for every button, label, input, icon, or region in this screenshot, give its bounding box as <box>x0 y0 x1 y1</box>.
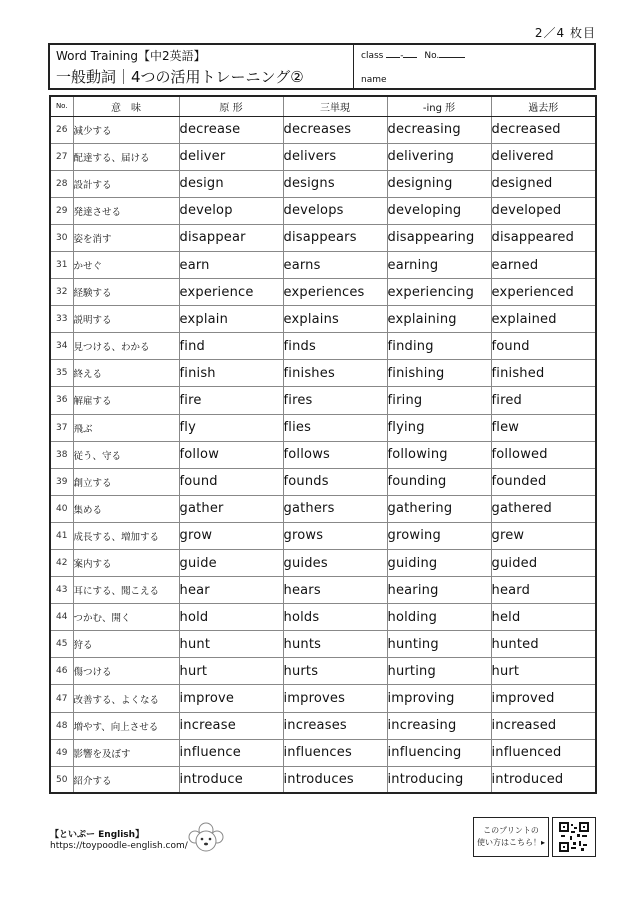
row-third-person: introduces <box>283 766 387 793</box>
table-header-row <box>50 96 596 116</box>
row-base-form: found <box>179 468 283 495</box>
title-box <box>50 45 354 88</box>
brand-name: 【といぷー English】 <box>50 830 145 840</box>
table-row <box>50 739 596 766</box>
row-ing-form: founding <box>387 468 491 495</box>
row-meaning: 案内する <box>73 550 179 577</box>
table-row <box>50 550 596 577</box>
no-label: No. <box>424 51 440 61</box>
row-meaning: 影響を及ぼす <box>73 739 179 766</box>
row-base-form: fly <box>179 414 283 441</box>
header-base: 原 形 <box>179 96 283 116</box>
row-third-person: delivers <box>283 143 387 170</box>
row-number: 35 <box>50 360 73 387</box>
row-ing-form: developing <box>387 197 491 224</box>
row-ing-form: following <box>387 441 491 468</box>
name-label: name <box>361 75 387 85</box>
row-past-form: earned <box>491 251 596 278</box>
row-meaning: 改善する、よくなる <box>73 685 179 712</box>
class-blank-2 <box>403 48 417 58</box>
row-meaning: 終える <box>73 360 179 387</box>
row-third-person: increases <box>283 712 387 739</box>
table-row <box>50 143 596 170</box>
row-third-person: hurts <box>283 658 387 685</box>
table-row <box>50 279 596 306</box>
row-ing-form: guiding <box>387 550 491 577</box>
row-base-form: guide <box>179 550 283 577</box>
row-base-form: find <box>179 333 283 360</box>
row-past-form: hurt <box>491 658 596 685</box>
row-ing-form: finding <box>387 333 491 360</box>
table-row <box>50 604 596 631</box>
row-ing-form: finishing <box>387 360 491 387</box>
row-number: 33 <box>50 306 73 333</box>
row-number: 37 <box>50 414 73 441</box>
table-row <box>50 441 596 468</box>
row-base-form: hurt <box>179 658 283 685</box>
row-third-person: decreases <box>283 116 387 143</box>
student-info-box <box>354 45 594 88</box>
class-blank <box>386 48 400 58</box>
qr-code-icon <box>559 822 589 852</box>
row-base-form: introduce <box>179 766 283 793</box>
row-third-person: founds <box>283 468 387 495</box>
row-ing-form: hunting <box>387 631 491 658</box>
class-label: class <box>361 51 384 61</box>
table-row <box>50 197 596 224</box>
row-number: 31 <box>50 251 73 278</box>
row-number: 29 <box>50 197 73 224</box>
row-past-form: explained <box>491 306 596 333</box>
table-row <box>50 170 596 197</box>
row-number: 48 <box>50 712 73 739</box>
row-past-form: influenced <box>491 739 596 766</box>
row-number: 42 <box>50 550 73 577</box>
row-third-person: influences <box>283 739 387 766</box>
row-past-form: found <box>491 333 596 360</box>
row-number: 40 <box>50 495 73 522</box>
row-past-form: developed <box>491 197 596 224</box>
row-ing-form: flying <box>387 414 491 441</box>
row-meaning: 発達させる <box>73 197 179 224</box>
row-base-form: hunt <box>179 631 283 658</box>
row-number: 45 <box>50 631 73 658</box>
row-meaning: 集める <box>73 495 179 522</box>
qr-code[interactable] <box>552 817 596 857</box>
row-past-form: experienced <box>491 279 596 306</box>
header-past: 過去形 <box>491 96 596 116</box>
row-base-form: hold <box>179 604 283 631</box>
row-number: 39 <box>50 468 73 495</box>
row-past-form: founded <box>491 468 596 495</box>
row-past-form: gathered <box>491 495 596 522</box>
row-base-form: influence <box>179 739 283 766</box>
row-number: 28 <box>50 170 73 197</box>
verb-table <box>49 95 597 794</box>
header-third: 三単現 <box>283 96 387 116</box>
page-number: 2／4 枚目 <box>534 26 596 40</box>
row-meaning: 傷つける <box>73 658 179 685</box>
row-meaning: 説明する <box>73 306 179 333</box>
row-past-form: guided <box>491 550 596 577</box>
table-row <box>50 224 596 251</box>
worksheet-header <box>48 43 596 90</box>
row-ing-form: firing <box>387 387 491 414</box>
row-base-form: improve <box>179 685 283 712</box>
table-row <box>50 766 596 793</box>
row-past-form: held <box>491 604 596 631</box>
row-past-form: increased <box>491 712 596 739</box>
row-ing-form: hurting <box>387 658 491 685</box>
row-base-form: decrease <box>179 116 283 143</box>
row-number: 47 <box>50 685 73 712</box>
header-meaning: 意 味 <box>73 96 179 116</box>
row-past-form: improved <box>491 685 596 712</box>
row-third-person: hears <box>283 577 387 604</box>
row-meaning: 狩る <box>73 631 179 658</box>
row-third-person: finishes <box>283 360 387 387</box>
row-past-form: introduced <box>491 766 596 793</box>
row-meaning: かせぐ <box>73 251 179 278</box>
row-past-form: fired <box>491 387 596 414</box>
title-top: Word Training【中2英語】 <box>56 49 206 63</box>
row-past-form: delivered <box>491 143 596 170</box>
row-past-form: hunted <box>491 631 596 658</box>
row-ing-form: introducing <box>387 766 491 793</box>
row-number: 38 <box>50 441 73 468</box>
row-number: 41 <box>50 522 73 549</box>
row-base-form: experience <box>179 279 283 306</box>
row-meaning: 増やす、向上させる <box>73 712 179 739</box>
row-meaning: 創立する <box>73 468 179 495</box>
row-base-form: disappear <box>179 224 283 251</box>
row-past-form: designed <box>491 170 596 197</box>
row-ing-form: influencing <box>387 739 491 766</box>
row-ing-form: gathering <box>387 495 491 522</box>
row-past-form: grew <box>491 522 596 549</box>
site-url[interactable]: https://toypoodle-english.com/ <box>50 841 188 851</box>
row-past-form: followed <box>491 441 596 468</box>
row-meaning: 見つける、わかる <box>73 333 179 360</box>
row-third-person: flies <box>283 414 387 441</box>
row-third-person: disappears <box>283 224 387 251</box>
table-row <box>50 360 596 387</box>
row-ing-form: increasing <box>387 712 491 739</box>
row-ing-form: experiencing <box>387 279 491 306</box>
row-meaning: つかむ、開く <box>73 604 179 631</box>
title-main: 一般動詞｜4つの活用トレーニング② <box>56 68 304 86</box>
row-meaning: 経験する <box>73 279 179 306</box>
row-third-person: fires <box>283 387 387 414</box>
row-third-person: follows <box>283 441 387 468</box>
row-ing-form: hearing <box>387 577 491 604</box>
row-third-person: experiences <box>283 279 387 306</box>
row-base-form: design <box>179 170 283 197</box>
row-third-person: develops <box>283 197 387 224</box>
row-ing-form: designing <box>387 170 491 197</box>
row-base-form: fire <box>179 387 283 414</box>
row-ing-form: disappearing <box>387 224 491 251</box>
row-number: 49 <box>50 739 73 766</box>
table-row <box>50 577 596 604</box>
row-meaning: 解雇する <box>73 387 179 414</box>
row-base-form: increase <box>179 712 283 739</box>
row-number: 43 <box>50 577 73 604</box>
table-row <box>50 495 596 522</box>
row-third-person: holds <box>283 604 387 631</box>
row-meaning: 設計する <box>73 170 179 197</box>
row-ing-form: explaining <box>387 306 491 333</box>
row-base-form: gather <box>179 495 283 522</box>
row-number: 34 <box>50 333 73 360</box>
row-meaning: 紹介する <box>73 766 179 793</box>
row-meaning: 耳にする、聞こえる <box>73 577 179 604</box>
no-blank <box>439 48 465 58</box>
howto-link[interactable] <box>473 817 549 857</box>
row-third-person: improves <box>283 685 387 712</box>
row-past-form: flew <box>491 414 596 441</box>
table-row <box>50 468 596 495</box>
row-third-person: explains <box>283 306 387 333</box>
header-ing: -ing 形 <box>387 96 491 116</box>
row-number: 44 <box>50 604 73 631</box>
class-dash: - <box>400 51 404 61</box>
row-number: 50 <box>50 766 73 793</box>
row-ing-form: growing <box>387 522 491 549</box>
row-number: 27 <box>50 143 73 170</box>
row-third-person: earns <box>283 251 387 278</box>
table-row <box>50 251 596 278</box>
row-past-form: disappeared <box>491 224 596 251</box>
row-ing-form: improving <box>387 685 491 712</box>
row-third-person: grows <box>283 522 387 549</box>
table-row <box>50 387 596 414</box>
howto-line-2: 使い方はこちら！▸ <box>476 838 545 847</box>
row-past-form: decreased <box>491 116 596 143</box>
row-number: 30 <box>50 224 73 251</box>
table-row <box>50 712 596 739</box>
row-base-form: explain <box>179 306 283 333</box>
table-row <box>50 631 596 658</box>
table-row <box>50 306 596 333</box>
row-base-form: develop <box>179 197 283 224</box>
table-row <box>50 522 596 549</box>
row-base-form: hear <box>179 577 283 604</box>
row-third-person: guides <box>283 550 387 577</box>
row-meaning: 配達する、届ける <box>73 143 179 170</box>
row-ing-form: holding <box>387 604 491 631</box>
row-third-person: finds <box>283 333 387 360</box>
table-row <box>50 685 596 712</box>
header-no: No. <box>50 96 73 116</box>
table-row <box>50 658 596 685</box>
row-number: 46 <box>50 658 73 685</box>
table-row <box>50 116 596 143</box>
row-third-person: hunts <box>283 631 387 658</box>
class-line <box>361 48 587 61</box>
row-third-person: gathers <box>283 495 387 522</box>
table-row <box>50 414 596 441</box>
poodle-icon <box>186 821 226 855</box>
row-meaning: 飛ぶ <box>73 414 179 441</box>
row-base-form: finish <box>179 360 283 387</box>
row-base-form: deliver <box>179 143 283 170</box>
row-past-form: heard <box>491 577 596 604</box>
row-meaning: 成長する、増加する <box>73 522 179 549</box>
row-number: 32 <box>50 279 73 306</box>
row-ing-form: decreasing <box>387 116 491 143</box>
row-meaning: 姿を消す <box>73 224 179 251</box>
row-base-form: grow <box>179 522 283 549</box>
row-ing-form: delivering <box>387 143 491 170</box>
table-row <box>50 333 596 360</box>
row-number: 36 <box>50 387 73 414</box>
row-meaning: 減少する <box>73 116 179 143</box>
row-third-person: designs <box>283 170 387 197</box>
row-meaning: 従う、守る <box>73 441 179 468</box>
row-base-form: follow <box>179 441 283 468</box>
howto-line-1: このプリントの <box>483 826 539 835</box>
row-base-form: earn <box>179 251 283 278</box>
row-number: 26 <box>50 116 73 143</box>
row-past-form: finished <box>491 360 596 387</box>
row-ing-form: earning <box>387 251 491 278</box>
